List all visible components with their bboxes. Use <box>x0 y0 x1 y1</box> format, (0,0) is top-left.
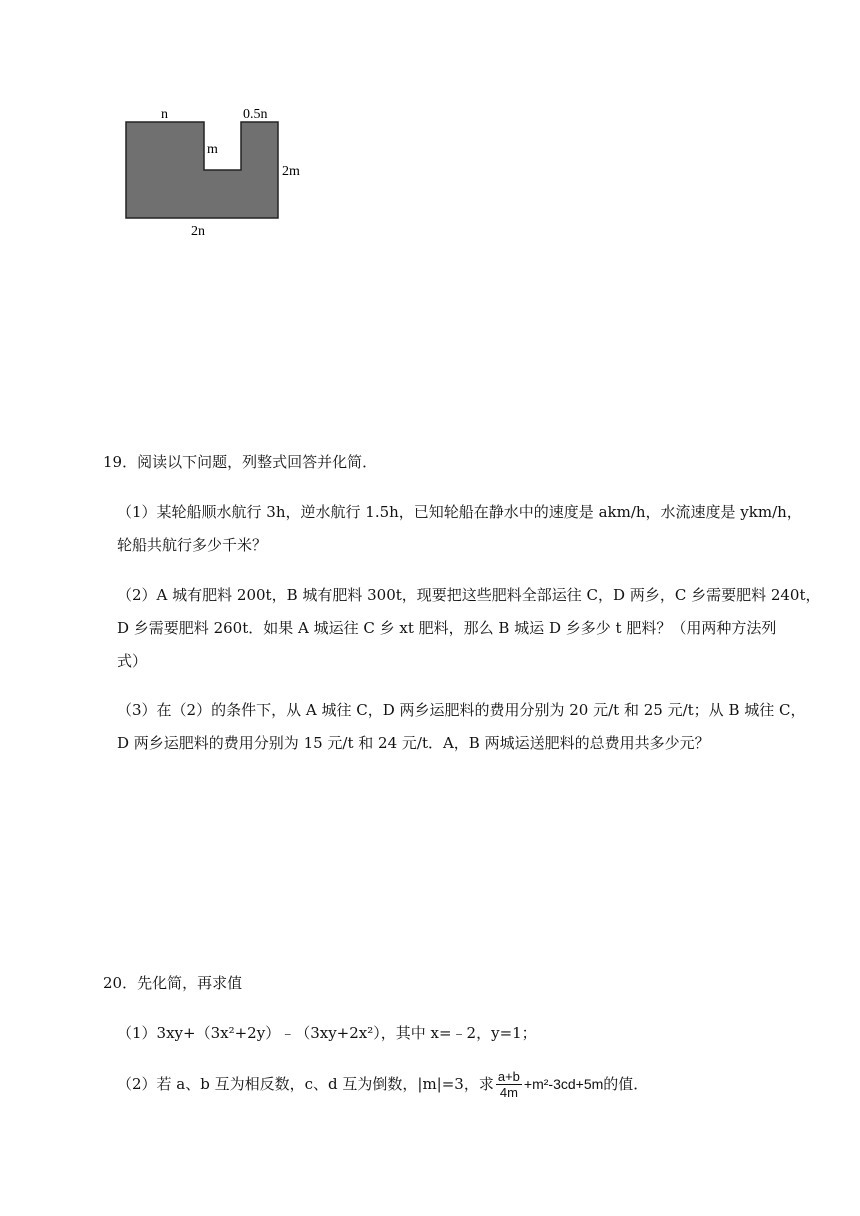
q19-part2-line2: D 乡需要肥料 260t．如果 A 城运往 C 乡 xt 肥料，那么 B 城运 D 乡多少 t 肥料？（用两种方法列 <box>117 619 777 637</box>
q20-part2-prefix: （2）若 a、b 互为相反数，c、d 互为倒数，|m|=3，求 <box>117 1075 494 1093</box>
label-top-right: 0.5n <box>243 107 268 122</box>
q19-part1-line2: 轮船共航行多少千米？ <box>117 536 268 554</box>
label-right: 2m <box>282 164 300 179</box>
fraction-denominator: 4m <box>499 1085 518 1100</box>
composite-shape-diagram <box>110 96 320 246</box>
q19-part3-line2: D 两乡运肥料的费用分别为 15 元/t 和 24 元/t．A，B 两城运送肥料的总费用共多少元？ <box>117 734 710 752</box>
q20-part2-expression: +m²-3cd+5m <box>523 1076 604 1092</box>
fraction-expression <box>496 1070 522 1100</box>
q20-part1: （1）3xy+（3x²+2y）﹣（3xy+2x²），其中 x=﹣2，y=1； <box>117 1024 537 1042</box>
q19-part2-line1: （2）A 城有肥料 200t，B 城有肥料 300t，现要把这些肥料全部运往 C，D 两乡，C 乡需要肥料 240t， <box>117 586 821 604</box>
notched-shape <box>126 122 278 218</box>
label-notch: m <box>207 142 218 157</box>
q19-part1-line1: （1）某轮船顺水航行 3h，逆水航行 1.5h，已知轮船在静水中的速度是 akm/h，水流速度是 ykm/h， <box>117 503 802 521</box>
q20-part2 <box>117 1068 648 1100</box>
q19-part2-line3: 式） <box>117 652 148 670</box>
fraction-numerator: a+b <box>497 1069 520 1084</box>
q19-title: 19．阅读以下问题，列整式回答并化简． <box>103 453 378 471</box>
q19-part3-line1: （3）在（2）的条件下，从 A 城往 C，D 两乡运肥料的费用分别为 20 元/t 和 25 元/t；从 B 城往 C， <box>117 701 806 719</box>
label-bottom: 2n <box>191 224 205 239</box>
label-top-left: n <box>161 107 168 122</box>
q20-part2-suffix: 的值． <box>603 1075 649 1093</box>
q20-title: 20．先化简，再求值 <box>103 974 243 992</box>
composite-shape-figure <box>110 96 320 246</box>
